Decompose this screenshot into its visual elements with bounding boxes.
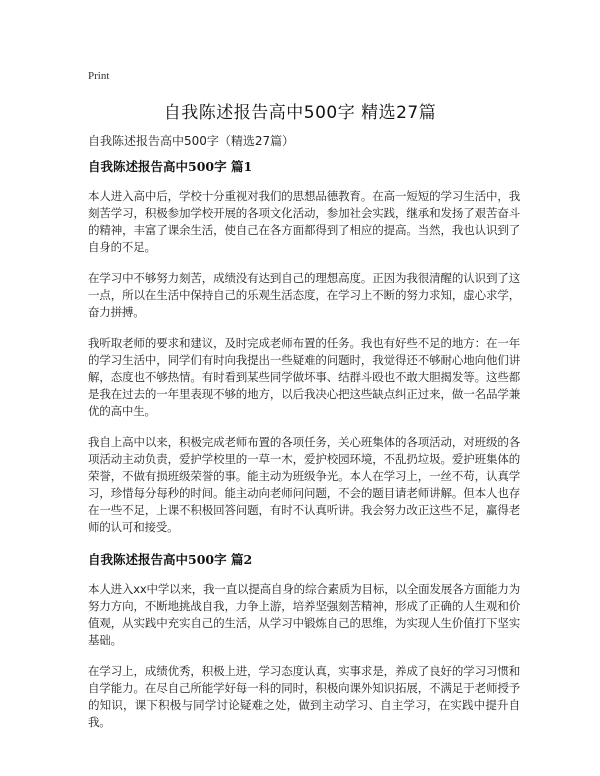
paragraph: 本人进入高中后，学校十分重视对我们的思想品德教育。在高一短短的学习生活中，我刻苦学习，积极参加学校开展的各项文化活动，参加社会实践，继承和发扬了艰苦奋斗的精神，丰富了课余生活，使自己在各方面都得到了相应的提高。当然，我也认识到了自身的不足。 — [88, 189, 520, 254]
paragraph: 我听取老师的要求和建议，及时完成老师布置的任务。我也有好些不足的地方：在一年的学习生活中，同学们有时向我提出一些疑难的问题时，我觉得还不够耐心地向他们讲解，态度也不够热情。有时看到某些同学做坏事、结群斗殴也不敢大胆揭发等。这些都是我在过去的一年里表现不够的地方，以后我决心把这些缺点纠正过来，做一名品学兼优的高中生。 — [88, 336, 520, 418]
page-subtitle: 自我陈述报告高中500字（精选27篇） — [88, 134, 295, 148]
section-heading: 自我陈述报告高中500字 篇2 — [88, 552, 253, 567]
section-2 — [88, 550, 520, 731]
print-label[interactable]: Print — [88, 70, 110, 82]
section-1 — [88, 157, 520, 536]
paragraph: 在学习上，成绩优秀，积极上进，学习态度认真，实事求是，养成了良好的学习习惯和自学能力。在尽自己所能学好每一科的同时，积极向课外知识拓展，不满足于老师授予的知识，课下积极与同学讨论疑难之处，做到主动学习、自主学习，在实践中提升自我。 — [88, 664, 520, 729]
paragraph: 在学习中不够努力刻苦，成绩没有达到自己的理想高度。正因为我很清醒的认识到了这一点，所以在生活中保持自己的乐观生活态度，在学习上不断的努力求知，虚心求学，奋力拼搏。 — [88, 271, 520, 319]
paragraph: 我自上高中以来，积极完成老师布置的各项任务，关心班集体的各项活动，对班级的各项活动主动负责，爱护学校里的一草一木，爱护校园环境，不乱扔垃圾。爱护班集体的荣誉，不做有损班级荣誉的事。能主动为班级争光。本人在学习上，一丝不苟，认真学习，珍惜每分每秒的时间。能主动向老师问问题，不会的题目请老师讲解。但本人也存在一些不足，上课不积极回答问题，有时不认真听讲。我会努力改正这些不足，赢得老师的认可和接受。 — [88, 435, 520, 534]
article-body — [88, 157, 520, 745]
page-title: 自我陈述报告高中500字 精选27篇 — [163, 103, 437, 123]
section-heading: 自我陈述报告高中500字 篇1 — [88, 159, 253, 174]
paragraph: 本人进入xx中学以来，我一直以提高自身的综合素质为目标，以全面发展各方面能力为努力方向，不断地挑战自我，力争上游，培养坚强刻苦精神，形成了正确的人生观和价值观，从实践中充实自己的生活，从学习中锻炼自己的思维，为实现人生价值打下坚实基础。 — [88, 582, 520, 647]
